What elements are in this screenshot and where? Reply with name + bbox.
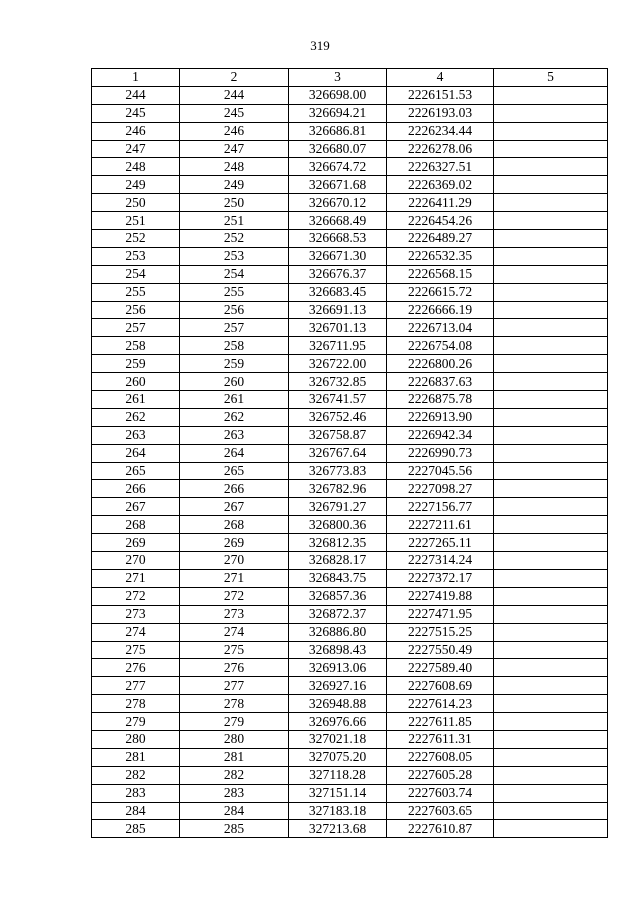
table-cell-col-5 <box>494 802 608 820</box>
table-cell-col-1: 260 <box>92 373 180 391</box>
table-cell-col-2: 256 <box>180 301 289 319</box>
table-cell-col-4: 2226193.03 <box>387 104 494 122</box>
table-cell-col-3: 326782.96 <box>289 480 387 498</box>
table-cell-col-1: 244 <box>92 86 180 104</box>
table-cell-col-3: 326886.80 <box>289 623 387 641</box>
table-cell-col-3: 326683.45 <box>289 283 387 301</box>
table-cell-col-3: 327021.18 <box>289 730 387 748</box>
table-cell-col-2: 261 <box>180 391 289 409</box>
table-row <box>92 552 608 570</box>
column-header-3: 3 <box>289 69 387 87</box>
table-cell-col-3: 326741.57 <box>289 391 387 409</box>
table-cell-col-1: 277 <box>92 677 180 695</box>
table-cell-col-5 <box>494 569 608 587</box>
table-cell-col-5 <box>494 623 608 641</box>
table-cell-col-5 <box>494 480 608 498</box>
table-cell-col-2: 268 <box>180 516 289 534</box>
table-cell-col-3: 326676.37 <box>289 265 387 283</box>
table-cell-col-4: 2226837.63 <box>387 373 494 391</box>
table-cell-col-5 <box>494 265 608 283</box>
table-cell-col-4: 2226875.78 <box>387 391 494 409</box>
table-cell-col-1: 271 <box>92 569 180 587</box>
table-cell-col-1: 246 <box>92 122 180 140</box>
table-cell-col-2: 266 <box>180 480 289 498</box>
table-cell-col-3: 326791.27 <box>289 498 387 516</box>
table-cell-col-2: 269 <box>180 534 289 552</box>
table-cell-col-4: 2226327.51 <box>387 158 494 176</box>
table-cell-col-1: 266 <box>92 480 180 498</box>
table-cell-col-3: 326752.46 <box>289 408 387 426</box>
table-row <box>92 355 608 373</box>
table-row <box>92 265 608 283</box>
table-row <box>92 391 608 409</box>
table-cell-col-1: 273 <box>92 605 180 623</box>
table-cell-col-3: 326828.17 <box>289 552 387 570</box>
table-row <box>92 587 608 605</box>
table-cell-col-3: 326843.75 <box>289 569 387 587</box>
table-cell-col-1: 261 <box>92 391 180 409</box>
table-cell-col-1: 245 <box>92 104 180 122</box>
table-cell-col-5 <box>494 605 608 623</box>
table-cell-col-3: 326694.21 <box>289 104 387 122</box>
table-cell-col-2: 252 <box>180 230 289 248</box>
page-number: 319 <box>310 38 330 53</box>
table-cell-col-3: 327118.28 <box>289 766 387 784</box>
table-cell-col-4: 2226151.53 <box>387 86 494 104</box>
table-cell-col-5 <box>494 230 608 248</box>
table-cell-col-1: 275 <box>92 641 180 659</box>
table-cell-col-2: 265 <box>180 462 289 480</box>
table-cell-col-1: 248 <box>92 158 180 176</box>
table-row <box>92 140 608 158</box>
table-cell-col-5 <box>494 516 608 534</box>
table-cell-col-1: 257 <box>92 319 180 337</box>
table-cell-col-3: 326668.53 <box>289 230 387 248</box>
table-cell-col-4: 2226990.73 <box>387 444 494 462</box>
table-cell-col-4: 2227419.88 <box>387 587 494 605</box>
table-cell-col-2: 274 <box>180 623 289 641</box>
table-cell-col-1: 264 <box>92 444 180 462</box>
table-cell-col-3: 326927.16 <box>289 677 387 695</box>
table-row <box>92 408 608 426</box>
column-header-1: 1 <box>92 69 180 87</box>
table-cell-col-1: 262 <box>92 408 180 426</box>
table-row <box>92 319 608 337</box>
table-cell-col-3: 326691.13 <box>289 301 387 319</box>
table-cell-col-5 <box>494 444 608 462</box>
table-cell-col-1: 281 <box>92 748 180 766</box>
table-cell-col-3: 326674.72 <box>289 158 387 176</box>
table-cell-col-5 <box>494 659 608 677</box>
table-row <box>92 802 608 820</box>
table-cell-col-4: 2227550.49 <box>387 641 494 659</box>
table-cell-col-3: 326732.85 <box>289 373 387 391</box>
table-cell-col-5 <box>494 748 608 766</box>
table-cell-col-4: 2226411.29 <box>387 194 494 212</box>
table-cell-col-5 <box>494 462 608 480</box>
table-cell-col-5 <box>494 695 608 713</box>
table-cell-col-5 <box>494 552 608 570</box>
table-cell-col-4: 2226568.15 <box>387 265 494 283</box>
table-cell-col-4: 2227265.11 <box>387 534 494 552</box>
table-cell-col-3: 326913.06 <box>289 659 387 677</box>
table-cell-col-5 <box>494 498 608 516</box>
table-cell-col-4: 2227608.05 <box>387 748 494 766</box>
table-cell-col-4: 2226800.26 <box>387 355 494 373</box>
table-cell-col-2: 277 <box>180 677 289 695</box>
table-cell-col-2: 254 <box>180 265 289 283</box>
table-cell-col-4: 2226913.90 <box>387 408 494 426</box>
table-cell-col-2: 281 <box>180 748 289 766</box>
table-cell-col-1: 253 <box>92 247 180 265</box>
table-cell-col-3: 326800.36 <box>289 516 387 534</box>
table-cell-col-4: 2227372.17 <box>387 569 494 587</box>
table-cell-col-5 <box>494 730 608 748</box>
table-cell-col-3: 326857.36 <box>289 587 387 605</box>
table-cell-col-2: 249 <box>180 176 289 194</box>
column-header-4: 4 <box>387 69 494 87</box>
table-cell-col-1: 276 <box>92 659 180 677</box>
table-cell-col-5 <box>494 140 608 158</box>
table-row <box>92 194 608 212</box>
table-row <box>92 498 608 516</box>
table-cell-col-5 <box>494 373 608 391</box>
table-cell-col-2: 267 <box>180 498 289 516</box>
table-cell-col-5 <box>494 408 608 426</box>
table-cell-col-1: 265 <box>92 462 180 480</box>
table-cell-col-2: 264 <box>180 444 289 462</box>
table-row <box>92 534 608 552</box>
table-row <box>92 230 608 248</box>
table-cell-col-3: 326671.68 <box>289 176 387 194</box>
table-cell-col-1: 279 <box>92 713 180 731</box>
table-cell-col-3: 326812.35 <box>289 534 387 552</box>
table-cell-col-5 <box>494 820 608 838</box>
table-cell-col-4: 2227098.27 <box>387 480 494 498</box>
table-cell-col-4: 2226754.08 <box>387 337 494 355</box>
table-row <box>92 569 608 587</box>
table-cell-col-5 <box>494 158 608 176</box>
table-cell-col-3: 326898.43 <box>289 641 387 659</box>
table-cell-col-1: 263 <box>92 426 180 444</box>
table-row <box>92 104 608 122</box>
table-cell-col-2: 284 <box>180 802 289 820</box>
table-cell-col-5 <box>494 391 608 409</box>
table-cell-col-3: 326722.00 <box>289 355 387 373</box>
table-cell-col-1: 255 <box>92 283 180 301</box>
table-cell-col-2: 285 <box>180 820 289 838</box>
table-cell-col-5 <box>494 677 608 695</box>
table-cell-col-2: 246 <box>180 122 289 140</box>
table-cell-col-1: 270 <box>92 552 180 570</box>
table-cell-col-3: 326680.07 <box>289 140 387 158</box>
table-cell-col-4: 2227603.65 <box>387 802 494 820</box>
table-cell-col-5 <box>494 104 608 122</box>
table-cell-col-3: 326711.95 <box>289 337 387 355</box>
table-row <box>92 122 608 140</box>
table-cell-col-1: 254 <box>92 265 180 283</box>
table-cell-col-4: 2227211.61 <box>387 516 494 534</box>
table-cell-col-3: 326872.37 <box>289 605 387 623</box>
table-cell-col-4: 2226369.02 <box>387 176 494 194</box>
table-cell-col-5 <box>494 784 608 802</box>
table-cell-col-4: 2227589.40 <box>387 659 494 677</box>
table-cell-col-2: 244 <box>180 86 289 104</box>
table-row <box>92 695 608 713</box>
table-cell-col-2: 283 <box>180 784 289 802</box>
table-cell-col-2: 248 <box>180 158 289 176</box>
table-cell-col-5 <box>494 247 608 265</box>
table-cell-col-3: 326701.13 <box>289 319 387 337</box>
table-cell-col-4: 2227314.24 <box>387 552 494 570</box>
table-cell-col-3: 326698.00 <box>289 86 387 104</box>
table-cell-col-5 <box>494 337 608 355</box>
table-row <box>92 426 608 444</box>
table-cell-col-4: 2227603.74 <box>387 784 494 802</box>
table-cell-col-2: 262 <box>180 408 289 426</box>
table-cell-col-5 <box>494 212 608 230</box>
table-cell-col-4: 2227471.95 <box>387 605 494 623</box>
table-cell-col-4: 2226666.19 <box>387 301 494 319</box>
table-cell-col-4: 2227614.23 <box>387 695 494 713</box>
table-cell-col-2: 251 <box>180 212 289 230</box>
table-cell-col-1: 267 <box>92 498 180 516</box>
table-cell-col-2: 270 <box>180 552 289 570</box>
table-cell-col-5 <box>494 86 608 104</box>
table-cell-col-4: 2226942.34 <box>387 426 494 444</box>
table-row <box>92 766 608 784</box>
table-row <box>92 301 608 319</box>
table-row <box>92 373 608 391</box>
table-cell-col-5 <box>494 194 608 212</box>
table-cell-col-4: 2227045.56 <box>387 462 494 480</box>
column-header-2: 2 <box>180 69 289 87</box>
table-cell-col-5 <box>494 641 608 659</box>
table-header-row <box>92 69 608 87</box>
table-cell-col-4: 2226532.35 <box>387 247 494 265</box>
table-cell-col-3: 326758.87 <box>289 426 387 444</box>
table-cell-col-2: 257 <box>180 319 289 337</box>
table-cell-col-4: 2227605.28 <box>387 766 494 784</box>
table-cell-col-2: 253 <box>180 247 289 265</box>
table-cell-col-4: 2227611.85 <box>387 713 494 731</box>
table-cell-col-2: 260 <box>180 373 289 391</box>
table-row <box>92 713 608 731</box>
table-cell-col-1: 272 <box>92 587 180 605</box>
table-cell-col-4: 2226454.26 <box>387 212 494 230</box>
table-cell-col-1: 280 <box>92 730 180 748</box>
table-cell-col-1: 251 <box>92 212 180 230</box>
table-cell-col-5 <box>494 319 608 337</box>
table-row <box>92 86 608 104</box>
table-cell-col-5 <box>494 713 608 731</box>
table-row <box>92 247 608 265</box>
table-row <box>92 730 608 748</box>
table-cell-col-2: 259 <box>180 355 289 373</box>
table-cell-col-1: 252 <box>92 230 180 248</box>
table-cell-col-3: 327183.18 <box>289 802 387 820</box>
table-row <box>92 480 608 498</box>
table-cell-col-4: 2227611.31 <box>387 730 494 748</box>
table-row <box>92 820 608 838</box>
table-cell-col-4: 2226615.72 <box>387 283 494 301</box>
table-cell-col-1: 259 <box>92 355 180 373</box>
table-cell-col-3: 326976.66 <box>289 713 387 731</box>
table-cell-col-5 <box>494 301 608 319</box>
table-cell-col-2: 255 <box>180 283 289 301</box>
table-row <box>92 337 608 355</box>
table-cell-col-2: 276 <box>180 659 289 677</box>
table-cell-col-2: 282 <box>180 766 289 784</box>
table-cell-col-2: 258 <box>180 337 289 355</box>
table-cell-col-3: 326773.83 <box>289 462 387 480</box>
table-cell-col-5 <box>494 587 608 605</box>
table-row <box>92 659 608 677</box>
table-cell-col-3: 326767.64 <box>289 444 387 462</box>
table-row <box>92 283 608 301</box>
table-cell-col-4: 2227610.87 <box>387 820 494 838</box>
table-cell-col-2: 247 <box>180 140 289 158</box>
table-cell-col-4: 2226234.44 <box>387 122 494 140</box>
table-cell-col-1: 269 <box>92 534 180 552</box>
table-cell-col-2: 250 <box>180 194 289 212</box>
table-cell-col-1: 283 <box>92 784 180 802</box>
table-row <box>92 605 608 623</box>
table-cell-col-1: 256 <box>92 301 180 319</box>
table-row <box>92 677 608 695</box>
table-cell-col-4: 2226278.06 <box>387 140 494 158</box>
table-cell-col-2: 245 <box>180 104 289 122</box>
table-row <box>92 444 608 462</box>
table-cell-col-1: 285 <box>92 820 180 838</box>
table-cell-col-1: 268 <box>92 516 180 534</box>
table-row <box>92 784 608 802</box>
table-cell-col-1: 247 <box>92 140 180 158</box>
table-cell-col-2: 279 <box>180 713 289 731</box>
table-cell-col-3: 327075.20 <box>289 748 387 766</box>
table-cell-col-1: 274 <box>92 623 180 641</box>
table-cell-col-1: 258 <box>92 337 180 355</box>
table-cell-col-1: 250 <box>92 194 180 212</box>
table-cell-col-2: 280 <box>180 730 289 748</box>
table-cell-col-2: 271 <box>180 569 289 587</box>
table-cell-col-5 <box>494 122 608 140</box>
table-cell-col-5 <box>494 534 608 552</box>
table-row <box>92 748 608 766</box>
table-cell-col-5 <box>494 355 608 373</box>
table-cell-col-4: 2226713.04 <box>387 319 494 337</box>
table-cell-col-2: 272 <box>180 587 289 605</box>
table-row <box>92 176 608 194</box>
table-cell-col-2: 278 <box>180 695 289 713</box>
table-cell-col-2: 273 <box>180 605 289 623</box>
table-cell-col-4: 2227156.77 <box>387 498 494 516</box>
table-cell-col-4: 2226489.27 <box>387 230 494 248</box>
table-row <box>92 462 608 480</box>
table-cell-col-2: 275 <box>180 641 289 659</box>
table-cell-col-3: 326668.49 <box>289 212 387 230</box>
table-cell-col-3: 327151.14 <box>289 784 387 802</box>
table-cell-col-5 <box>494 176 608 194</box>
column-header-5: 5 <box>494 69 608 87</box>
table-cell-col-3: 326686.81 <box>289 122 387 140</box>
table-cell-col-1: 249 <box>92 176 180 194</box>
table-cell-col-5 <box>494 426 608 444</box>
table-cell-col-3: 326948.88 <box>289 695 387 713</box>
table-cell-col-2: 263 <box>180 426 289 444</box>
table-cell-col-4: 2227515.25 <box>387 623 494 641</box>
table-cell-col-5 <box>494 766 608 784</box>
table-cell-col-1: 284 <box>92 802 180 820</box>
table-cell-col-4: 2227608.69 <box>387 677 494 695</box>
table-row <box>92 641 608 659</box>
table-cell-col-1: 282 <box>92 766 180 784</box>
coordinates-table <box>91 68 608 838</box>
table-cell-col-5 <box>494 283 608 301</box>
table-row <box>92 212 608 230</box>
table-cell-col-3: 326670.12 <box>289 194 387 212</box>
table-cell-col-1: 278 <box>92 695 180 713</box>
table-row <box>92 516 608 534</box>
table-cell-col-3: 327213.68 <box>289 820 387 838</box>
table-row <box>92 158 608 176</box>
table-cell-col-3: 326671.30 <box>289 247 387 265</box>
table-row <box>92 623 608 641</box>
table-body <box>92 86 608 837</box>
